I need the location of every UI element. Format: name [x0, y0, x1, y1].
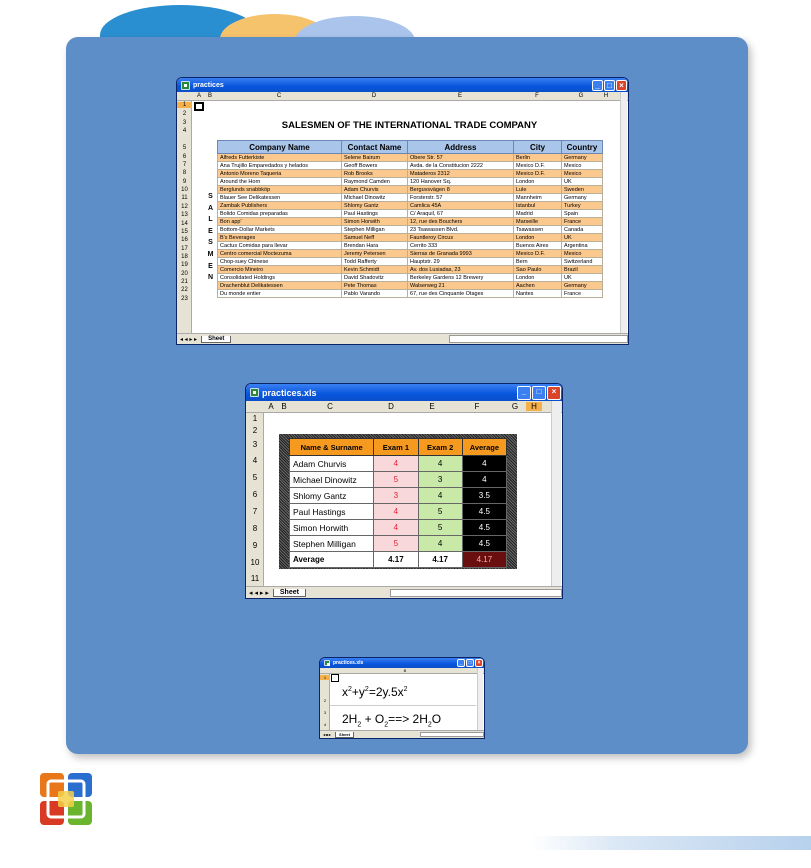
row-header-column: [246, 413, 264, 586]
average-row: [290, 552, 507, 568]
row-divider: [330, 705, 476, 706]
table-cell[interactable]: Blauer See Delikatessen: [218, 194, 342, 202]
table-cell[interactable]: Zambak Publishers: [218, 202, 342, 210]
row-number: 15: [181, 228, 188, 235]
table-cell[interactable]: Mexico: [562, 250, 603, 258]
close-button[interactable]: ×: [616, 80, 627, 91]
spreadsheet-window-exams[interactable]: [245, 383, 563, 599]
table-row: [218, 202, 603, 210]
row-number: 19: [181, 262, 188, 269]
table-cell[interactable]: Adam Churvis: [290, 456, 374, 472]
vertical-label-salesmen: [206, 191, 215, 284]
table-cell[interactable]: Mexico D.F.: [514, 170, 562, 178]
table-row: [290, 504, 507, 520]
row-number: 1: [177, 102, 192, 108]
column-header[interactable]: G: [511, 402, 519, 411]
window-title: practices.xls: [262, 387, 317, 398]
title-bar[interactable]: [177, 78, 628, 92]
table-cell[interactable]: 4.5: [462, 504, 506, 520]
table-cell[interactable]: Spain: [562, 210, 603, 218]
table-cell[interactable]: Du monde entier: [218, 290, 342, 298]
maximize-button[interactable]: □: [532, 386, 546, 400]
table-cell[interactable]: Rob Brooks: [342, 170, 408, 178]
table-cell[interactable]: Simon Horwith: [342, 218, 408, 226]
table-cell[interactable]: Avda. de la Constitucion 2222: [408, 162, 514, 170]
table-cell[interactable]: Michael Dinowitz: [342, 194, 408, 202]
average-exam1[interactable]: 4.17: [374, 552, 418, 568]
table-cell[interactable]: Centro comercial Moctezuma: [218, 250, 342, 258]
table-cell[interactable]: Drachenblut Delikatessen: [218, 282, 342, 290]
table-row: [218, 274, 603, 282]
table-cell[interactable]: 4: [374, 504, 418, 520]
horizontal-scrollbar[interactable]: [390, 589, 562, 597]
row-header-column: [320, 674, 330, 730]
table-row: [218, 226, 603, 234]
table-cell[interactable]: France: [562, 218, 603, 226]
row-number: 3: [182, 120, 187, 126]
vertical-scrollbar[interactable]: [620, 92, 627, 333]
side-letter: A: [207, 204, 214, 212]
side-letter: E: [208, 262, 213, 270]
table-cell[interactable]: Todd Rafferty: [342, 258, 408, 266]
row-number: 22: [181, 287, 188, 294]
row-number: 5: [182, 145, 187, 152]
sheet-grid[interactable]: [177, 92, 628, 333]
table-row: [218, 290, 603, 298]
row-number: 14: [181, 220, 188, 227]
maximize-button[interactable]: □: [466, 659, 474, 667]
salesmen-table: [217, 140, 603, 298]
tab-nav-arrows[interactable]: ◂ ◂ ▸ ▸: [249, 589, 269, 597]
table-cell[interactable]: Av. dos Lusiadas, 23: [408, 266, 514, 274]
side-letter: S: [208, 239, 213, 247]
row-number: 12: [181, 203, 188, 210]
table-cell[interactable]: 4: [374, 520, 418, 536]
table-cell[interactable]: Lule: [514, 186, 562, 194]
table-cell[interactable]: Canada: [562, 226, 603, 234]
maximize-button[interactable]: □: [604, 80, 615, 91]
table-cell[interactable]: Brendan Hara: [342, 242, 408, 250]
spreadsheet-window-formulas[interactable]: [319, 657, 485, 739]
table-cell[interactable]: UK: [562, 274, 603, 282]
title-bar[interactable]: [320, 658, 484, 668]
average-exam2[interactable]: 4.17: [418, 552, 462, 568]
column-header-row: [246, 401, 562, 413]
row-number: 1: [320, 675, 330, 680]
table-cell[interactable]: 67, rue des Cinquante Otages: [408, 290, 514, 298]
row-number: 4: [323, 722, 327, 727]
column-header-row: [177, 92, 628, 101]
column-header[interactable]: F: [535, 93, 539, 99]
table-row: [218, 266, 603, 274]
formula-cell-2[interactable]: $2H_2 + O_2==> 2H_2O$: [342, 712, 442, 729]
table-cell[interactable]: London: [514, 274, 562, 282]
table-cell[interactable]: 12, rue des Bouchers: [408, 218, 514, 226]
table-cell[interactable]: 4: [418, 456, 462, 472]
table-cell[interactable]: Paul Hastings: [290, 504, 374, 520]
table-cell[interactable]: Samuel Neff: [342, 234, 408, 242]
table-cell[interactable]: Stephen Milligan: [290, 536, 374, 552]
table-cell[interactable]: C/ Araquil, 67: [408, 210, 514, 218]
decorative-gradient-bar: [530, 836, 811, 850]
table-cell[interactable]: Pete Thomas: [342, 282, 408, 290]
header-country[interactable]: Country: [562, 141, 603, 154]
table-row: [218, 170, 603, 178]
header-city[interactable]: City: [514, 141, 562, 154]
table-row: [218, 162, 603, 170]
title-bar[interactable]: [246, 384, 562, 401]
header-contact[interactable]: Contact Name: [342, 141, 408, 154]
table-cell[interactable]: Ana Trujillo Emparedados y helados: [218, 162, 342, 170]
table-cell[interactable]: 5: [374, 536, 418, 552]
table-cell[interactable]: 120 Hanover Sq.: [408, 178, 514, 186]
table-cell[interactable]: Istanbul: [514, 202, 562, 210]
table-cell[interactable]: Germany: [562, 154, 603, 162]
table-cell[interactable]: David Shadovitz: [342, 274, 408, 282]
row-number: 6: [252, 490, 258, 499]
row-number: 17: [181, 245, 188, 252]
table-cell[interactable]: Bern: [514, 258, 562, 266]
table-cell[interactable]: Around the Horn: [218, 178, 342, 186]
table-cell[interactable]: Marseille: [514, 218, 562, 226]
header-exam2[interactable]: Exam 2: [418, 439, 462, 456]
table-row: [290, 520, 507, 536]
sheet-grid[interactable]: [320, 668, 484, 730]
column-header[interactable]: B: [281, 402, 287, 411]
spreadsheet-window-salesmen[interactable]: [176, 77, 629, 345]
excel-icon: [181, 81, 190, 90]
column-header[interactable]: D: [371, 93, 377, 99]
table-cell[interactable]: Nantes: [514, 290, 562, 298]
column-header[interactable]: E: [457, 93, 462, 99]
table-cell[interactable]: Camlica 45A: [408, 202, 514, 210]
table-cell[interactable]: Consolidated Holdings: [218, 274, 342, 282]
row-number: 5: [252, 473, 258, 482]
table-cell[interactable]: Chop-suey Chinese: [218, 258, 342, 266]
side-letter: S: [208, 193, 213, 200]
row-number: 9: [252, 541, 258, 550]
row-number: 6: [182, 153, 187, 160]
table-cell[interactable]: Madrid: [514, 210, 562, 218]
window-title: practices.xls: [333, 660, 364, 666]
row-number: 11: [181, 195, 188, 202]
table-cell[interactable]: Berguvsvägen 8: [408, 186, 514, 194]
row-number: 8: [252, 524, 258, 533]
column-header[interactable]: G: [578, 93, 584, 99]
close-button[interactable]: ×: [475, 659, 483, 667]
table-row: [290, 456, 507, 472]
table-cell[interactable]: 23 Tsawassen Blvd.: [408, 226, 514, 234]
table-cell[interactable]: Mexico D.F.: [514, 250, 562, 258]
table-cell[interactable]: Aachen: [514, 282, 562, 290]
table-cell[interactable]: 5: [418, 520, 462, 536]
column-header[interactable]: D: [388, 402, 394, 411]
table-cell[interactable]: 3: [418, 472, 462, 488]
table-cell[interactable]: Bon app': [218, 218, 342, 226]
table-cell[interactable]: Mannheim: [514, 194, 562, 202]
table-cell[interactable]: Bolido Comidas preparadas: [218, 210, 342, 218]
table-cell[interactable]: Cactus Comidas para llevar: [218, 242, 342, 250]
side-letter: E: [208, 227, 213, 235]
minimize-button[interactable]: _: [592, 80, 603, 91]
table-cell[interactable]: London: [514, 178, 562, 186]
column-header-row: [320, 668, 484, 674]
table-cell[interactable]: 3: [374, 488, 418, 504]
table-cell[interactable]: Obere Str. 57: [408, 154, 514, 162]
sheet-tab-bar: [177, 333, 628, 344]
row-number: 23: [181, 295, 188, 302]
table-cell[interactable]: Shlomy Gantz: [290, 488, 374, 504]
table-cell[interactable]: Bottom-Dollar Markets: [218, 226, 342, 234]
table-cell[interactable]: 3.5: [462, 488, 506, 504]
office-logo-icon: [36, 769, 96, 829]
tab-nav-arrows[interactable]: ◂ ◂ ▸ ▸: [180, 336, 198, 343]
table-row: [218, 194, 603, 202]
table-cell[interactable]: Switzerland: [562, 258, 603, 266]
table-cell[interactable]: Sao Paulo: [514, 266, 562, 274]
header-company[interactable]: Company Name: [218, 141, 342, 154]
row-number: 21: [181, 278, 188, 285]
row-number: 1: [252, 414, 258, 423]
row-number: 16: [181, 237, 188, 244]
row-number: 7: [182, 162, 187, 169]
average-overall[interactable]: 4.17: [462, 552, 506, 568]
sheet-title: SALESMEN OF THE INTERNATIONAL TRADE COMPANY: [281, 120, 538, 131]
side-letter: N: [207, 274, 214, 282]
row-number: 7: [252, 507, 258, 516]
table-cell[interactable]: 5: [418, 504, 462, 520]
table-cell[interactable]: Fauntleroy Circus: [408, 234, 514, 242]
table-cell[interactable]: 4.5: [462, 536, 506, 552]
column-header[interactable]: C: [276, 93, 282, 99]
table-cell[interactable]: UK: [562, 178, 603, 186]
table-row: [290, 536, 507, 552]
table-cell[interactable]: Mexico: [562, 162, 603, 170]
row-number: 10: [250, 558, 260, 567]
row-number: 4: [252, 456, 258, 465]
table-cell[interactable]: Michael Dinowitz: [290, 472, 374, 488]
sheet-tab[interactable]: Sheet: [273, 589, 306, 597]
table-cell[interactable]: 4: [462, 456, 506, 472]
table-row: [218, 242, 603, 250]
sheet-tab-bar: [246, 586, 562, 598]
column-header[interactable]: H: [603, 93, 609, 99]
side-letter: L: [208, 216, 213, 224]
table-cell[interactable]: Germany: [562, 194, 603, 202]
row-number: 3: [323, 710, 327, 715]
table-cell[interactable]: Stephen Milligan: [342, 226, 408, 234]
table-cell[interactable]: 4: [462, 472, 506, 488]
table-cell[interactable]: Jeremy Petersen: [342, 250, 408, 258]
table-cell[interactable]: Sweden: [562, 186, 603, 194]
horizontal-scrollbar[interactable]: [420, 732, 484, 737]
column-header[interactable]: B: [207, 93, 212, 99]
minimize-button[interactable]: _: [517, 386, 531, 400]
row-number: 18: [181, 253, 188, 260]
table-cell[interactable]: Brazil: [562, 266, 603, 274]
vertical-scrollbar[interactable]: [551, 401, 561, 586]
row-number: 13: [181, 212, 188, 219]
sheet-tab[interactable]: Sheet: [201, 336, 231, 343]
table-row: [218, 250, 603, 258]
table-cell[interactable]: B's Beverages: [218, 234, 342, 242]
row-number: 2: [323, 698, 327, 703]
table-cell[interactable]: Shlomy Gantz: [342, 202, 408, 210]
selected-cell[interactable]: [331, 674, 339, 682]
close-button[interactable]: ×: [547, 386, 561, 400]
table-cell[interactable]: 4: [418, 536, 462, 552]
table-header-row: [290, 439, 507, 456]
sheet-grid[interactable]: [246, 401, 562, 586]
table-row: [290, 488, 507, 504]
table-cell[interactable]: Selene Bairum: [342, 154, 408, 162]
table-cell[interactable]: Tsawassen: [514, 226, 562, 234]
table-cell[interactable]: Adam Churvis: [342, 186, 408, 194]
table-cell[interactable]: Argentina: [562, 242, 603, 250]
table-cell[interactable]: Mexico D.F.: [514, 162, 562, 170]
table-row: [218, 234, 603, 242]
table-cell[interactable]: Mexico: [562, 170, 603, 178]
excel-icon: [250, 388, 259, 397]
sheet-tab[interactable]: Sheet: [335, 732, 354, 738]
table-cell[interactable]: London: [514, 234, 562, 242]
table-cell[interactable]: Alfreds Futterkiste: [218, 154, 342, 162]
header-average[interactable]: Average: [462, 439, 506, 456]
table-cell[interactable]: 4: [418, 488, 462, 504]
horizontal-scrollbar[interactable]: [449, 335, 628, 343]
row-number: 9: [182, 178, 187, 185]
column-header[interactable]: B: [403, 668, 407, 673]
table-cell[interactable]: Antonio Moreno Taqueria: [218, 170, 342, 178]
column-header[interactable]: A: [268, 402, 274, 411]
table-cell[interactable]: Kevin Schmidt: [342, 266, 408, 274]
side-letter: M: [207, 250, 214, 258]
table-cell[interactable]: Sierras de Granada 9993: [408, 250, 514, 258]
header-exam1[interactable]: Exam 1: [374, 439, 418, 456]
table-cell[interactable]: Cerrito 333: [408, 242, 514, 250]
table-cell[interactable]: Berlin: [514, 154, 562, 162]
row-number: 2: [252, 426, 258, 435]
table-row: [218, 282, 603, 290]
table-row: [218, 178, 603, 186]
sheet-tab-bar: [320, 730, 484, 738]
vertical-scrollbar[interactable]: [477, 668, 483, 730]
table-cell[interactable]: 4: [374, 456, 418, 472]
table-row: [290, 472, 507, 488]
table-cell[interactable]: Pablo Varando: [342, 290, 408, 298]
table-row: [218, 186, 603, 194]
table-cell[interactable]: Paul Hastings: [342, 210, 408, 218]
selected-cell[interactable]: [194, 102, 204, 111]
formula-cell-1[interactable]: $x^2+y^2=2y.5x^2$: [342, 685, 408, 699]
table-cell[interactable]: UK: [562, 234, 603, 242]
column-header[interactable]: E: [429, 402, 435, 411]
column-header[interactable]: H: [526, 402, 542, 411]
table-row: [218, 154, 603, 162]
table-cell[interactable]: Germany: [562, 282, 603, 290]
table-cell[interactable]: Mataderos 2312: [408, 170, 514, 178]
row-number: 10: [181, 187, 188, 194]
tab-nav-arrows[interactable]: ◂◂▸▸: [323, 732, 332, 737]
table-cell[interactable]: France: [562, 290, 603, 298]
row-number: 8: [182, 170, 187, 177]
table-cell[interactable]: 4.5: [462, 520, 506, 536]
table-cell[interactable]: Berglunds snabbköp: [218, 186, 342, 194]
excel-icon: [324, 660, 330, 666]
column-header[interactable]: C: [327, 402, 333, 411]
table-row: [218, 258, 603, 266]
table-cell[interactable]: Comercio Mineiro: [218, 266, 342, 274]
header-name[interactable]: Name & Surname: [290, 439, 374, 456]
column-header[interactable]: F: [474, 402, 480, 411]
table-cell[interactable]: Hauptstr. 29: [408, 258, 514, 266]
row-number: 4: [182, 128, 187, 134]
table-cell[interactable]: Turkey: [562, 202, 603, 210]
table-cell[interactable]: Walserweg 21: [408, 282, 514, 290]
header-address[interactable]: Address: [408, 141, 514, 154]
table-cell[interactable]: 5: [374, 472, 418, 488]
table-cell[interactable]: Geoff Bowers: [342, 162, 408, 170]
column-header[interactable]: A: [196, 93, 201, 99]
table-cell[interactable]: Berkeley Gardens 12 Brewery: [408, 274, 514, 282]
table-cell[interactable]: Simon Horwith: [290, 520, 374, 536]
table-row: [218, 210, 603, 218]
minimize-button[interactable]: _: [457, 659, 465, 667]
row-number: 11: [250, 574, 260, 583]
table-cell[interactable]: Forsterstr. 57: [408, 194, 514, 202]
window-title: practices: [193, 81, 224, 89]
table-row: [218, 218, 603, 226]
table-cell[interactable]: Buenos Aires: [514, 242, 562, 250]
exam-table: [289, 438, 507, 568]
row-number: 2: [182, 111, 187, 117]
row-number: 20: [181, 270, 188, 277]
table-header-row: [218, 141, 603, 154]
row-number: 3: [252, 440, 258, 449]
table-cell[interactable]: Raymond Camden: [342, 178, 408, 186]
average-label[interactable]: Average: [290, 552, 374, 568]
row-header-column: [177, 101, 192, 333]
